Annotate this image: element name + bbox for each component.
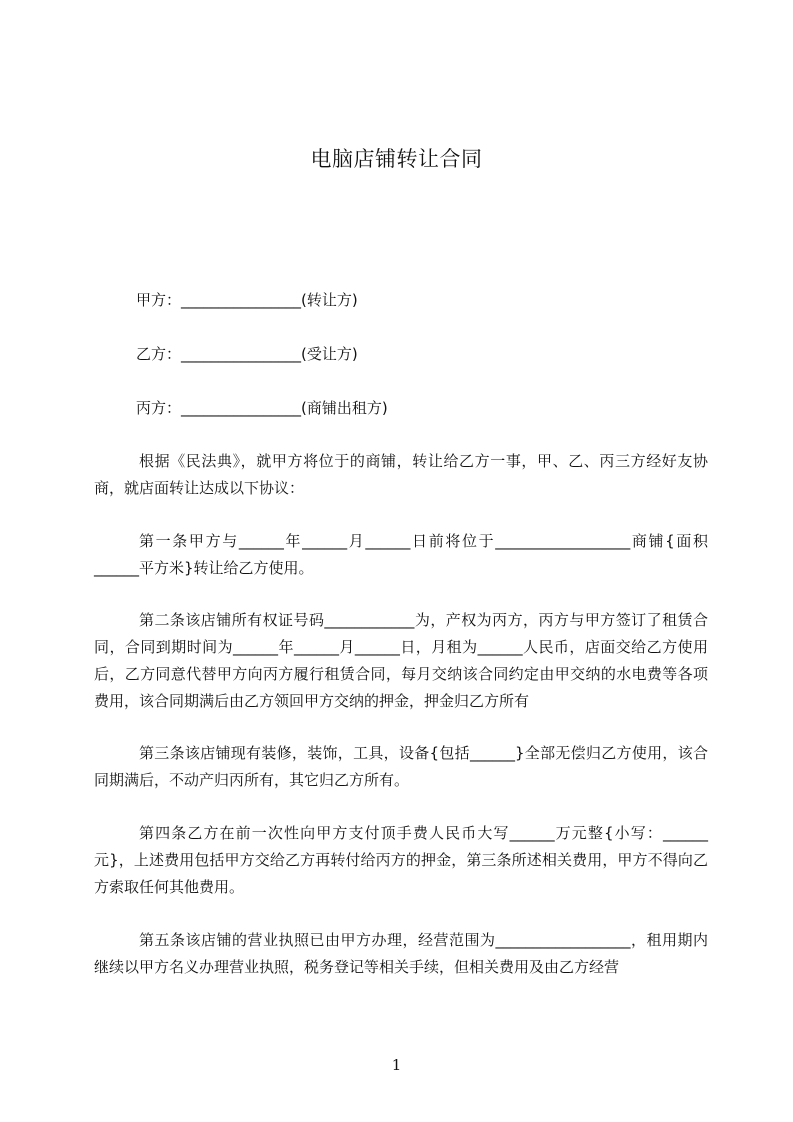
article-2: 第二条该店铺所有权证号码____________为，产权为丙方，丙方与甲方签订了租赁合同，合同到期时间为______年______月______日，月租为______人民币，店面交给乙方使用后，乙方同意代替甲方向丙方履行租赁合同，每月交纳该合同约定由甲交纳的水电费等各项费用，该合同期满后由乙方领回甲方交纳的押金，押金归乙方所有 bbox=[94, 611, 708, 710]
article-3: 第三条该店铺现有装修，装饰，工具，设备{包括______}全部无偿归乙方使用，该合同期满后，不动产归丙所有，其它归乙方所有。 bbox=[94, 744, 708, 789]
party-c-line: 丙方：________________(商铺出租方) bbox=[136, 399, 388, 417]
party-a-line: 甲方：________________(转让方) bbox=[136, 291, 358, 309]
page-number: 1 bbox=[391, 1056, 402, 1074]
party-b-line: 乙方：________________(受让方) bbox=[136, 345, 358, 363]
document-title: 电脑店铺转让合同 bbox=[310, 147, 483, 171]
article-1: 第一条甲方与______年______月______日前将位于__________________商铺{面积______平方米}转让给乙方使用。 bbox=[94, 532, 708, 577]
article-5: 第五条该店铺的营业执照已由甲方办理，经营范围为__________________，租用期内继续以甲方名义办理营业执照，税务登记等相关手续，但相关费用及由乙方经营 bbox=[94, 931, 708, 976]
intro-paragraph: 根据《民法典》，就甲方将位于的商铺，转让给乙方一事，甲、乙、丙三方经好友协商，就店面转让达成以下协议： bbox=[94, 452, 708, 497]
article-4: 第四条乙方在前一次性向甲方支付顶手费人民币大写______万元整{小写：______元}，上述费用包括甲方交给乙方再转付给丙方的押金，第三条所述相关费用，甲方不得向乙方索取任何其他费用。 bbox=[94, 824, 708, 896]
